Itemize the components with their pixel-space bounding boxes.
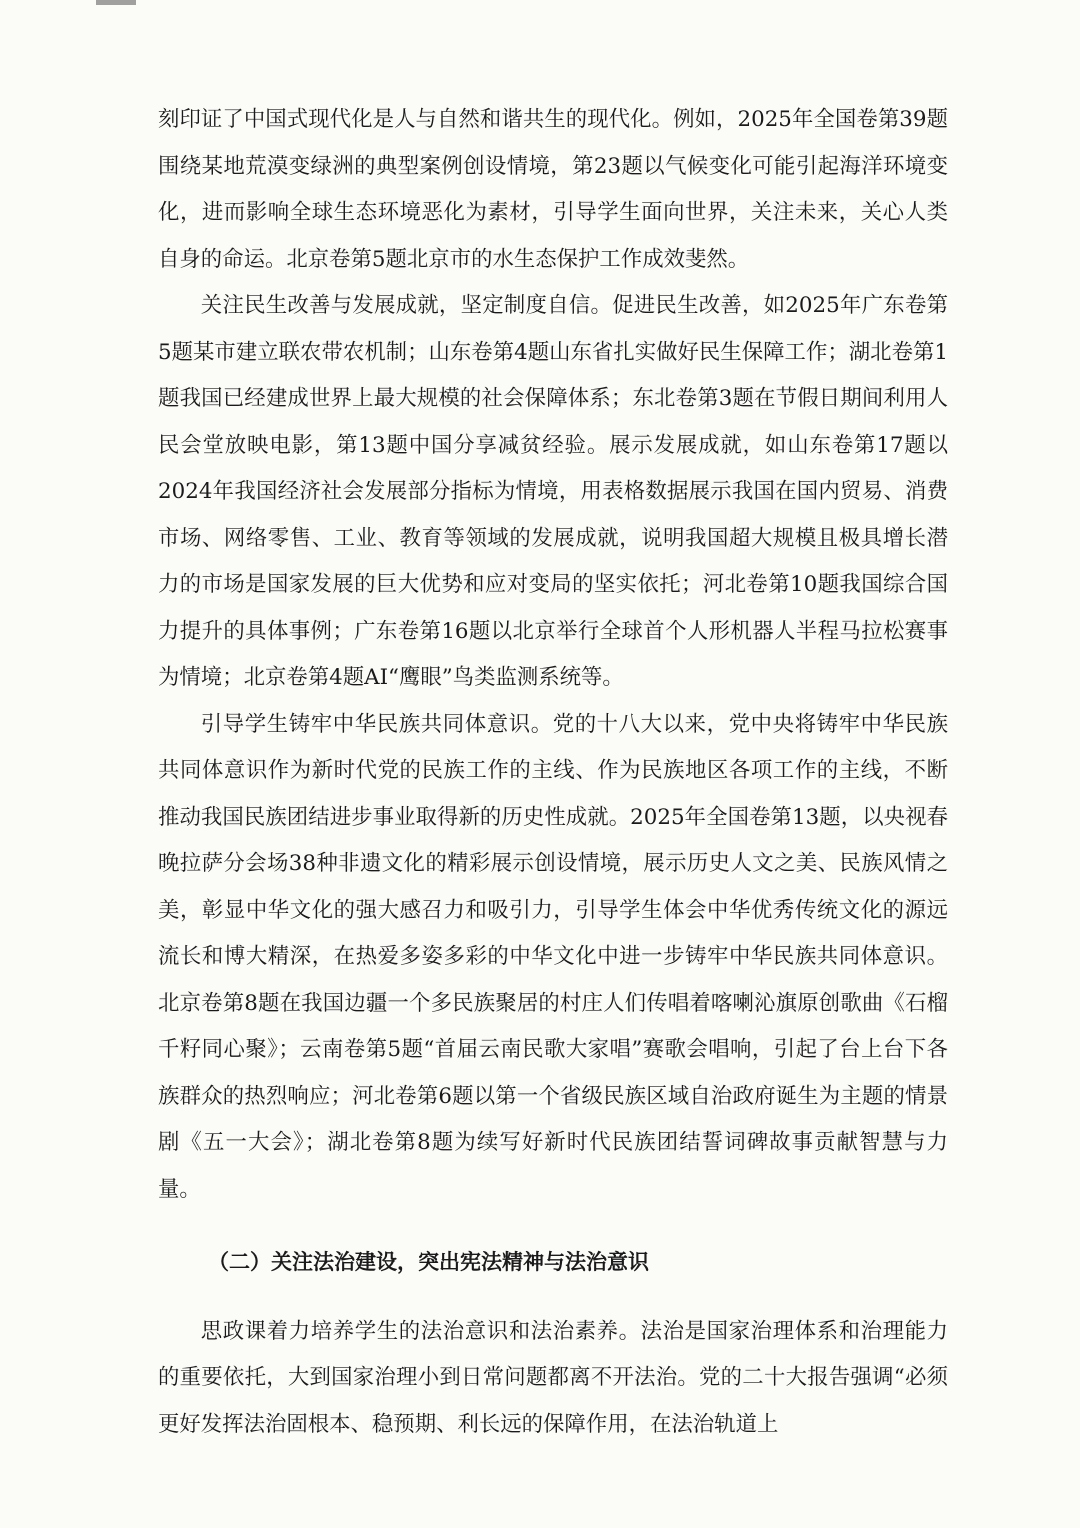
paragraph-ecology-continuation: 刻印证了中国式现代化是人与自然和谐共生的现代化。例如，2025年全国卷第39题围绕某地荒漠变绿洲的典型案例创设情境，第23题以气候变化可能引起海洋环境变化，进而影响全球生态环境恶化为素材，引导学生面向世界，关注未来，关心人类自身的命运。北京卷第5题北京市的水生态保护工作成效斐然。 — [158, 107, 948, 272]
paragraph-national-unity: 引导学生铸牢中华民族共同体意识。党的十八大以来，党中央将铸牢中华民族共同体意识作为新时代党的民族工作的主线、作为民族地区各项工作的主线，不断推动我国民族团结进步事业取得新的历史性成就。2025年全国卷第13题，以央视春晚拉萨分会场38种非遗文化的精彩展示创设情境，展示历史人文之美、民族风情之美，彰显中华文化的强大感召力和吸引力，引导学生体会中华优秀传统文化的源远流长和博大精深，在热爱多姿多彩的中华文化中进一步铸牢中华民族共同体意识。北京卷第8题在我国边疆一个多民族聚居的村庄人们传唱着喀喇沁旗原创歌曲《石榴千籽同心聚》；云南卷第5题“首届云南民歌大家唱”赛歌会唱响，引起了台上台下各族群众的热烈响应；河北卷第6题以第一个省级民族区域自治政府诞生为主题的情景剧《五一大会》；湖北卷第8题为续写好新时代民族团结誓词碑故事贡献智慧与力量。 — [158, 711, 948, 1202]
body-text — [158, 97, 948, 1448]
scan-corner-mark — [96, 0, 136, 5]
paragraph-rule-of-law: 思政课着力培养学生的法治意识和法治素养。法治是国家治理体系和治理能力的重要依托，大到国家治理小到日常问题都离不开法治。党的二十大报告强调“必须更好发挥法治固根本、稳预期、利长远的保障作用，在法治轨道上 — [158, 1318, 948, 1437]
paragraph-livelihood-achievements: 关注民生改善与发展成就，坚定制度自信。促进民生改善，如2025年广东卷第5题某市建立联农带农机制；山东卷第4题山东省扎实做好民生保障工作；湖北卷第1题我国已经建成世界上最大规模的社会保障体系；东北卷第3题在节假日期间利用人民会堂放映电影，第13题中国分享减贫经验。展示发展成就，如山东卷第17题以2024年我国经济社会发展部分指标为情境，用表格数据展示我国在国内贸易、消费市场、网络零售、工业、教育等领域的发展成就，说明我国超大规模且极具增长潜力的市场是国家发展的巨大优势和应对变局的坚实依托；河北卷第10题我国综合国力提升的具体事例；广东卷第16题以北京举行全球首个人形机器人半程马拉松赛事为情境；北京卷第4题AI“鹰眼”鸟类监测系统等。 — [158, 293, 948, 690]
section-heading: （二）关注法治建设，突出宪法精神与法治意识 — [208, 1250, 649, 1274]
